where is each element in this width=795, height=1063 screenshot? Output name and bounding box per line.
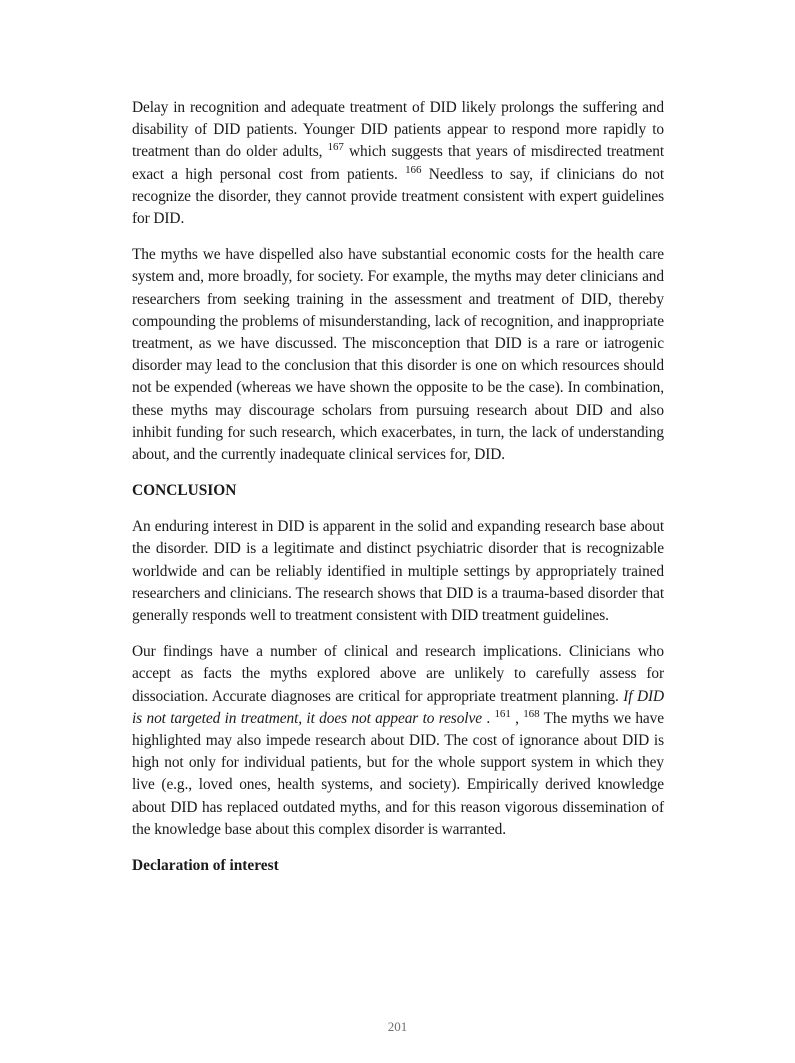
- citation-separator: ,: [510, 709, 524, 727]
- section-heading-conclusion: CONCLUSION: [132, 482, 237, 500]
- document-page: [132, 97, 664, 891]
- paragraph-findings-implications: [132, 641, 664, 841]
- paragraph-delay-in-recognition: [132, 97, 664, 230]
- citation-ref: 161: [494, 707, 511, 720]
- paragraph-text: The myths we have highlighted may also impede research about DID. The cost of ignorance about DID is high not only for individual patients, but for the whole support system in which they live (e.g., loved ones, health systems, and society). Empirically derived knowledge about DID has replaced outdated myths, and for this reason vigorous dissemination of the knowledge base about this complex disorder is warranted.: [132, 709, 664, 838]
- emphasized-text: If DID is not targeted in treatment, it does not appear to resolve: [132, 687, 664, 727]
- paragraph-economic-costs: The myths we have dispelled also have substantial economic costs for the health care system and, more broadly, for society. For example, the myths may deter clinicians and researchers from seeking training in the assessment and treatment of DID, thereby compounding the problems of misunderstanding, lack of recognition, and inappropriate treatment, as we have discussed. The misconception that DID is a rare or iatrogenic disorder may lead to the conclusion that this disorder is one on which resources should not be expended (whereas we have shown the opposite to be the case). In combination, these myths may discourage scholars from pursuing research about DID and also inhibit funding for such research, which exacerbates, in turn, the lack of understanding about, and the currently inadequate clinical services for, DID.: [132, 246, 664, 464]
- citation-ref: 167: [327, 141, 344, 154]
- paragraph-text: Needless to say, if clinicians do not recognize the disorder, they cannot provide treatment consistent with expert guidelines for DID.: [132, 165, 665, 228]
- paragraph-enduring-interest: An enduring interest in DID is apparent in the solid and expanding research base about the disorder. DID is a legitimate and distinct psychiatric disorder that is recognizable worldwide and can be reliably identified in multiple settings by appropriately trained researchers and clinicians. The research shows that DID is a trauma-based disorder that generally responds well to treatment consistent with DID treatment guidelines.: [132, 518, 664, 625]
- paragraph-text: Our findings have a number of clinical and research implications. Clinicians who accept as facts the myths explored above are unlikely to carefully assess for dissociation. Accurate diagnoses are critical for appropriate treatment planning.: [132, 643, 664, 705]
- page-number: 201: [387, 1019, 408, 1034]
- citation-ref: 168: [523, 707, 540, 720]
- paragraph-text: which suggests that years of misdirected treatment exact a high personal cost from patients.: [132, 143, 664, 183]
- citation-ref: 166: [405, 163, 422, 176]
- paragraph-text: .: [481, 709, 491, 727]
- paragraph-text: Delay in recognition and adequate treatment of DID likely prolongs the suffering and disability of DID patients. Younger DID patients appear to respond more rapidly to treatment than do older adults,: [132, 99, 664, 161]
- section-heading-declaration-of-interest: Declaration of interest: [132, 857, 279, 875]
